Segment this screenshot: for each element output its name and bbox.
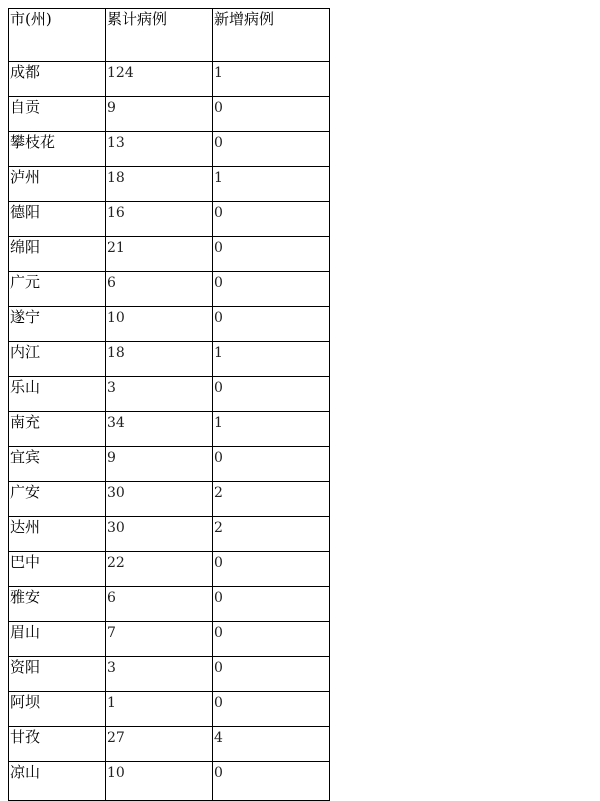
new-cell: 1 [213, 62, 330, 97]
city-cell: 宜宾 [9, 447, 106, 482]
city-cell: 南充 [9, 412, 106, 447]
header-row [9, 9, 330, 62]
new-cell: 1 [213, 167, 330, 202]
cumulative-cell: 6 [106, 587, 213, 622]
table-row [9, 342, 330, 377]
table-row [9, 622, 330, 657]
cumulative-cell: 10 [106, 762, 213, 801]
new-cell: 0 [213, 552, 330, 587]
table-row [9, 307, 330, 342]
city-cell: 资阳 [9, 657, 106, 692]
cumulative-cell: 9 [106, 447, 213, 482]
new-cell: 0 [213, 447, 330, 482]
new-cell: 0 [213, 692, 330, 727]
city-cell: 广安 [9, 482, 106, 517]
table-row [9, 762, 330, 801]
table-row [9, 167, 330, 202]
table-row [9, 517, 330, 552]
city-cell: 广元 [9, 272, 106, 307]
new-cell: 1 [213, 412, 330, 447]
city-cell: 绵阳 [9, 237, 106, 272]
cumulative-cell: 16 [106, 202, 213, 237]
new-cell: 0 [213, 132, 330, 167]
new-cell: 4 [213, 727, 330, 762]
new-cell: 2 [213, 482, 330, 517]
city-cell: 凉山 [9, 762, 106, 801]
city-cell: 成都 [9, 62, 106, 97]
new-cell: 2 [213, 517, 330, 552]
new-cell: 0 [213, 657, 330, 692]
table-row [9, 727, 330, 762]
table-row [9, 692, 330, 727]
header-cumulative: 累计病例 [106, 9, 213, 62]
table-row [9, 587, 330, 622]
cumulative-cell: 9 [106, 97, 213, 132]
table-row [9, 237, 330, 272]
city-cell: 乐山 [9, 377, 106, 412]
new-cell: 0 [213, 237, 330, 272]
cumulative-cell: 3 [106, 657, 213, 692]
cumulative-cell: 21 [106, 237, 213, 272]
new-cell: 0 [213, 587, 330, 622]
city-cell: 泸州 [9, 167, 106, 202]
city-cell: 遂宁 [9, 307, 106, 342]
new-cell: 0 [213, 762, 330, 801]
table-row [9, 447, 330, 482]
cumulative-cell: 10 [106, 307, 213, 342]
cumulative-cell: 18 [106, 342, 213, 377]
city-cell: 德阳 [9, 202, 106, 237]
new-cell: 0 [213, 202, 330, 237]
new-cell: 0 [213, 622, 330, 657]
new-cell: 0 [213, 307, 330, 342]
cumulative-cell: 3 [106, 377, 213, 412]
case-table-body [9, 9, 330, 801]
city-cell: 眉山 [9, 622, 106, 657]
table-row [9, 552, 330, 587]
case-table [8, 8, 330, 801]
new-cell: 1 [213, 342, 330, 377]
table-row [9, 377, 330, 412]
cumulative-cell: 1 [106, 692, 213, 727]
table-row [9, 97, 330, 132]
table-row [9, 412, 330, 447]
cumulative-cell: 124 [106, 62, 213, 97]
cumulative-cell: 18 [106, 167, 213, 202]
city-cell: 内江 [9, 342, 106, 377]
table-row [9, 132, 330, 167]
table-row [9, 62, 330, 97]
new-cell: 0 [213, 377, 330, 412]
city-cell: 自贡 [9, 97, 106, 132]
cumulative-cell: 30 [106, 482, 213, 517]
city-cell: 攀枝花 [9, 132, 106, 167]
table-row [9, 202, 330, 237]
city-cell: 巴中 [9, 552, 106, 587]
cumulative-cell: 30 [106, 517, 213, 552]
header-city: 市(州) [9, 9, 106, 62]
city-cell: 甘孜 [9, 727, 106, 762]
table-row [9, 657, 330, 692]
cumulative-cell: 7 [106, 622, 213, 657]
cumulative-cell: 13 [106, 132, 213, 167]
city-cell: 达州 [9, 517, 106, 552]
cumulative-cell: 22 [106, 552, 213, 587]
table-row [9, 482, 330, 517]
table-row [9, 272, 330, 307]
new-cell: 0 [213, 272, 330, 307]
city-cell: 雅安 [9, 587, 106, 622]
header-new: 新增病例 [213, 9, 330, 62]
cumulative-cell: 6 [106, 272, 213, 307]
new-cell: 0 [213, 97, 330, 132]
cumulative-cell: 34 [106, 412, 213, 447]
city-cell: 阿坝 [9, 692, 106, 727]
cumulative-cell: 27 [106, 727, 213, 762]
